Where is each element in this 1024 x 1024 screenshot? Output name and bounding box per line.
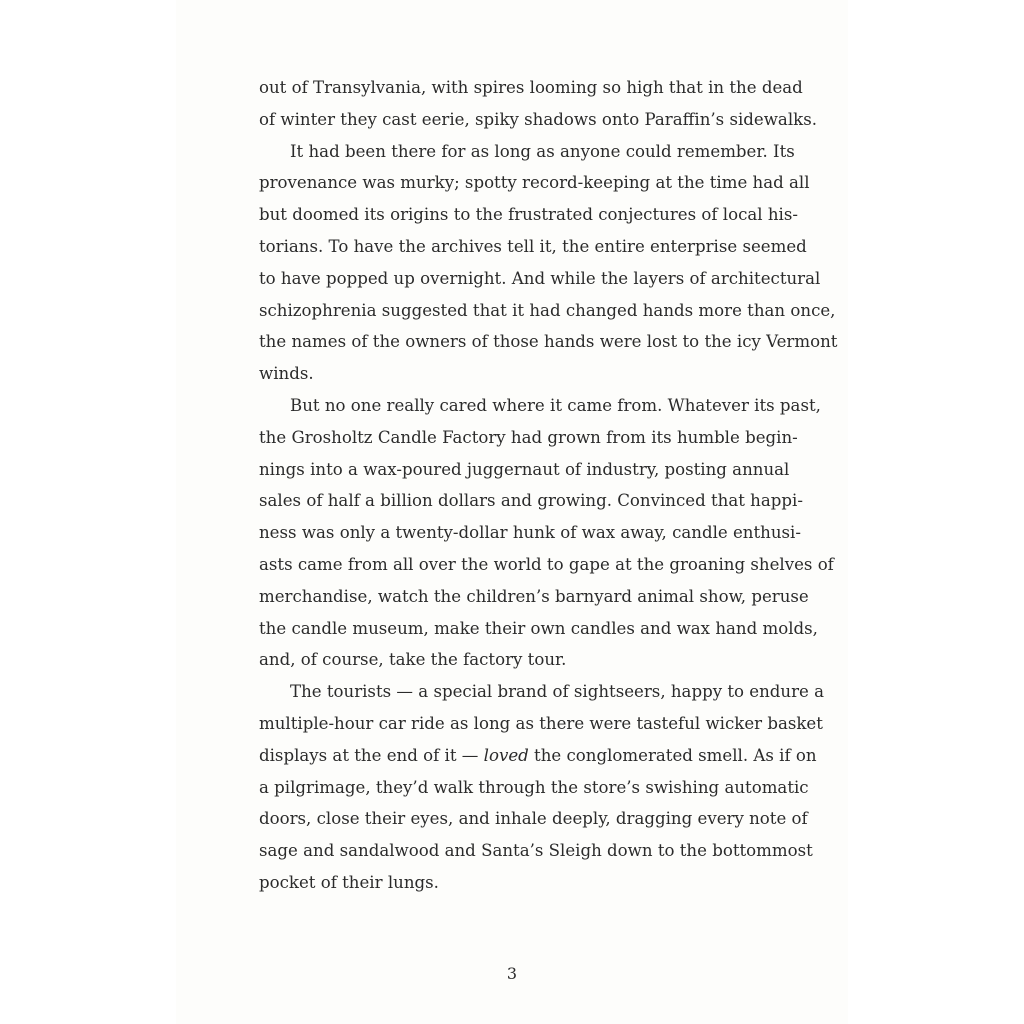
text-line: sales of half a billion dollars and growing. Convinced that happi- [259,491,803,511]
text-line: nings into a wax-poured juggernaut of industry, posting annual [259,459,790,479]
text-line: of winter they cast eerie, spiky shadows onto Paraffin’s sidewalks. [259,109,817,129]
text-run: the conglomerated smell. As if on [528,745,817,765]
text-line: sage and sandalwood and Santa’s Sleigh down to the bottommost [259,841,813,861]
text-line: the names of the owners of those hands were lost to the icy Vermont [259,332,838,352]
text-line: winds. [259,364,314,384]
text-run: displays at the end of it — [259,745,484,765]
text-line: It had been there for as long as anyone could remember. Its [290,141,795,161]
text-line: but doomed its origins to the frustrated conjectures of local his- [259,205,798,225]
text-line: The tourists — a special brand of sightseers, happy to endure a [290,682,825,702]
text-line: schizophrenia suggested that it had changed hands more than once, [259,300,836,320]
text-line: asts came from all over the world to gape at the groaning shelves of [259,554,834,574]
text-line: torians. To have the archives tell it, the entire enterprise seemed [259,236,807,256]
text-line: doors, close their eyes, and inhale deeply, dragging every note of [259,809,808,829]
text-line: pocket of their lungs. [259,872,439,892]
page-number: 3 [506,964,518,983]
text-line: multiple-hour car ride as long as there were tasteful wicker basket [259,713,823,733]
italic-emphasis: loved [483,745,529,765]
text-line: the candle museum, make their own candles and wax hand molds, [259,618,818,638]
text-line: a pilgrimage, they’d walk through the store’s swishing automatic [259,777,809,797]
text-line: ness was only a twenty-dollar hunk of wax away, candle enthusi- [259,523,801,543]
text-line: and, of course, take the factory tour. [259,650,567,670]
text-line: But no one really cared where it came from. Whatever its past, [290,395,821,415]
text-line: merchandise, watch the children’s barnyard animal show, peruse [259,586,809,606]
text-line: to have popped up overnight. And while the layers of architectural [259,268,821,288]
body-text [259,72,838,899]
text-line: the Grosholtz Candle Factory had grown from its humble begin- [259,427,798,447]
text-line [259,740,817,772]
text-line: out of Transylvania, with spires looming so high that in the dead [259,78,803,97]
text-line: provenance was murky; spotty record-keeping at the time had all [259,173,810,193]
